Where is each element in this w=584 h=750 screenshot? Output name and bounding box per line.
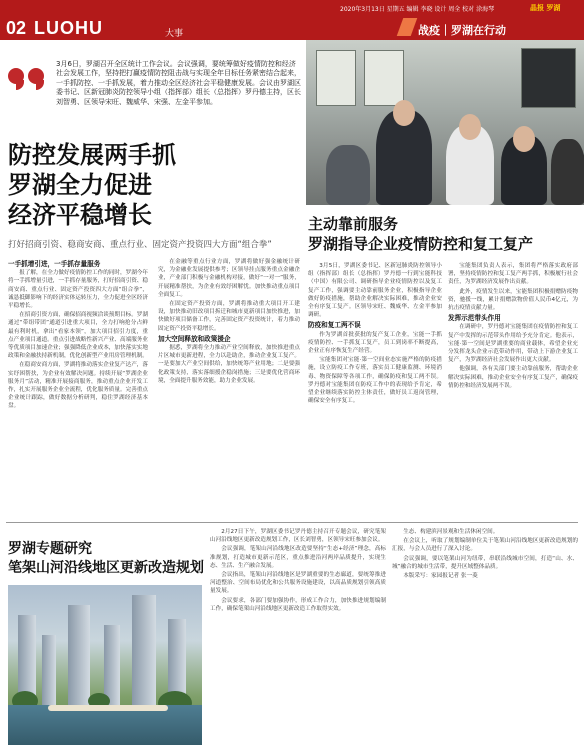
headline-line: 经济平稳增长 — [8, 201, 152, 229]
article3-column-2 — [392, 528, 578, 746]
article2-column-1 — [308, 262, 442, 520]
article-lead: 3月6日，罗湖召开全区统计工作会议。会议强调，要统筹做好疫情防控和经济社会发展工作，坚持把打赢疫情防控阻击战与实现全年目标任务紧密结合起来，一手抓防控、一手抓发展，着力推动全区经济社会平稳健康发展。会议由罗湖区委书记、区新冠肺炎防控领导小组（指挥部）组长（总指挥）罗丹德主持，区长刘智勇、区领导宋旺、魏威华、宋强、左金平参加。 — [56, 60, 301, 106]
section-heading: 一手抓增引进，一手抓存量服务 — [8, 260, 101, 268]
headline-line: 笔架山河沿线地区更新改造规划 — [8, 560, 204, 576]
body-paragraph: 宝能集团负责人表示，集团将严格落实政府部署，坚持疫情防控和复工复产两手抓，积极履行社会责任，为罗湖经济发展作出贡献。 — [448, 263, 578, 286]
issue-meta: 2020年3月13日 星期五 编辑 李晓 设计 周全 校对 涂海琴 — [340, 6, 495, 13]
section-number: 02 — [6, 18, 27, 38]
body-paragraph: 在调研中，罗丹德对宝能集团在疫情防控和复工复产中发挥的示范带头作用给予充分肯定。他表示，宝能·第一空间是罗湖重要的商业载体，希望企业充分发挥龙头企业示范带动作用，带动上下游企业复工复产，为罗湖经济社会发展作出更大贡献。 — [448, 324, 578, 364]
body-paragraph: 本版采写：家园报记者 张一菱 — [403, 573, 478, 580]
brand-logo: 晶报 罗湖 — [530, 4, 561, 12]
body-paragraph: 他强调，各有关部门要主动靠前服务，帮助企业解决实际困难，推动企业安全有序复工复产，确保疫情防控和经济发展两不误。 — [448, 366, 578, 389]
body-paragraph: 此外，疫情发生以来，宝能集团积极捐赠防疫物资，驰援一线，累计捐赠款物价值人民币4亿元，为抗击疫情贡献力量。 — [448, 288, 578, 312]
body-paragraph: 会议强调，笔架山河沿线地区改造要坚持“生态+经济”理念，高标准规划，打造城市更新示范区，重点推进沿河两岸品质提升，实现生态、生活、生产融合发展。 — [210, 546, 386, 569]
section-heading: 防疫和复工两不误 — [308, 321, 361, 330]
body-paragraph: 作为罗湖首批获批的复产复工企业，宝能一手抓疫情防控、一手抓复工复产，员工到岗率不断提高，企业正有序恢复生产经营。 — [308, 331, 442, 355]
body-paragraph: 2月27日下午，罗湖区委书记罗丹德主持召开专题会议，研究笔架山河沿线地区更新改造规划工作，区长刘智勇，区领导宋旺参加会议。 — [210, 529, 386, 544]
section-subtitle: 大事 — [165, 29, 184, 39]
article2-column-2 — [448, 262, 578, 520]
headline-line: 主动靠前服务 — [308, 215, 399, 233]
planning-rendering-image — [8, 585, 202, 745]
headline-line: 防控发展两手抓 — [8, 141, 176, 169]
article3-headline — [8, 540, 204, 578]
body-paragraph: 会议指出，笔架山河沿线地区是罗湖重要的生态廊道，要统筹推进河道整治、空间布局优化和公共服务设施建设，以高品质规划引领高质量发展。 — [210, 572, 386, 595]
headline-line: 罗湖专题研究 — [8, 541, 92, 557]
body-paragraph: 据悉，罗湖将全力推动产业空间释放，加快推进重点片区城市更新进程，全力以赴助企，推动企业复工复产。一是要加大产业空间供给，加快统筹产业用地；二是要强化政策支持，落实落细援企稳岗措施；三是要优化营商环境，全面提升服务效能，助力企业发展。 — [158, 345, 300, 384]
body-paragraph: 报了解，在全力做好疫情防控工作的同时，罗湖今年将一手抓增量引进，一手抓存量服务，打好招商引资、稳商安商、重点行业、固定资产投资四大方面“组合拳”，诚恳抵御影响下的经济实体运转压力，全力促进全区经济平稳增长。 — [8, 270, 148, 310]
section-heading: 发挥示范带头作用 — [448, 314, 501, 323]
headline-line: 罗湖全力促进 — [8, 171, 152, 199]
body-paragraph: 会议强调，要以笔架山河为纽带，串联沿线城市空间，打造“山、水、城”融合的城市生活带，提升区域整体品质。 — [392, 555, 578, 570]
body-paragraph: 在固定资产投资方面，罗湖将推动重大项目开工建设，加快推动旧改项目拆迁和城市更新项目加快推进，加快做好项目储备工作，完善固定资产投资统计，着力推动固定资产投资平稳增长。 — [158, 301, 300, 332]
headline-main — [8, 140, 176, 230]
headline-subtitle: 打好招商引资、稳商安商、重点行业、固定资产投资四大方面“组合拳” — [8, 240, 272, 250]
article2-headline — [308, 214, 533, 254]
body-paragraph: 会议要求，各部门要加强协作，形成工作合力，加快推进规划编制工作，确保笔架山河沿线地区更新改造工作取得实效。 — [210, 597, 386, 612]
body-paragraph: 在稳商安商方面，罗湖将推动落实企业复产达产，落实纾困帮扶，为企业有效解决问题。持续开展“罗湖企业服务月”活动，精准开展接商服务，推动重点企业开发工作，扎实开展服务企业全流程，优化服务质量。完善重点企业统计跟踪，做好数据分析研判，稳住罗湖经济基本盘。 — [8, 362, 148, 410]
section-name: LUOHU — [34, 18, 103, 38]
body-paragraph: 在会议上，听取了规划编制单位关于笔架山河沿线地区更新改造规划的汇报，与会人员进行了深入讨论。 — [392, 538, 578, 553]
article3-column-1 — [210, 528, 386, 746]
body-paragraph: 3月5日，罗湖区委书记、区新冠肺炎防控领导小组（指挥部）组长（总指挥）罗丹德一行到宝能科技（中国）有限公司、调研指导企业疫情防控以及复工复产工作，强调要主动靠前服务企业，积极指导企业做好防疫措施，帮助企业解决实际困难，推动企业安全有序复工复产。区领导宋旺、魏威华、左金平参加调研。 — [308, 263, 442, 319]
news-photo-meeting — [306, 40, 584, 205]
body-paragraph: 宝能集团对宝能·第一空间业态实施严格的防疫措施，设立防疫工作专班，落实员工健康监测、环境消毒、物资保障等各项工作，确保防疫和复工两不误。罗丹德对宝能集团在防疫工作中的表现给予肯定，希望企业继续落实防控主体责任，做好员工返岗管理，确保安全有序复工。 — [308, 357, 442, 405]
section-heading: 加大空间释放和政策援企 — [158, 334, 231, 343]
header-slash-decoration — [397, 18, 418, 36]
section-header — [0, 0, 584, 40]
body-paragraph: 在金融等重点行业方面，罗湖将做好强金融统计研究，为金融业发展提供参考；区领导挂点服务重点金融企业，产业部门积极与金融机构对接，做好“一对一”服务，开展精准帮扶，为企业有效纾困解忧。加快推动重点项目全面复工。 — [158, 259, 300, 298]
body-paragraph: 生态、构建滨河景观和生活休闲空间。 — [403, 529, 499, 535]
campaign-banner: 战疫｜罗湖在行动 — [418, 24, 506, 37]
article1-column-2 — [158, 258, 300, 520]
article1-column-1 — [8, 258, 148, 520]
body-paragraph: 在招商引资方面，确保招商视频洽谈预期目标。罗湖通过“带组带团”通道引进重大项目，全力打响抢分占鲜最有利时机，拿出“看家本领”，加大项目招引力度，重点产业项目通道。重点引进战略性新兴产业、高端服务业等优质项目加速企业；强强降低企业成本，加快落实实地政策和金融扶持新机制，优化创新型产业用房管理机制。 — [8, 312, 148, 360]
section-divider — [6, 522, 578, 523]
headline-line: 罗湖指导企业疫情防控和复工复产 — [308, 235, 534, 253]
quote-icon — [8, 62, 48, 98]
